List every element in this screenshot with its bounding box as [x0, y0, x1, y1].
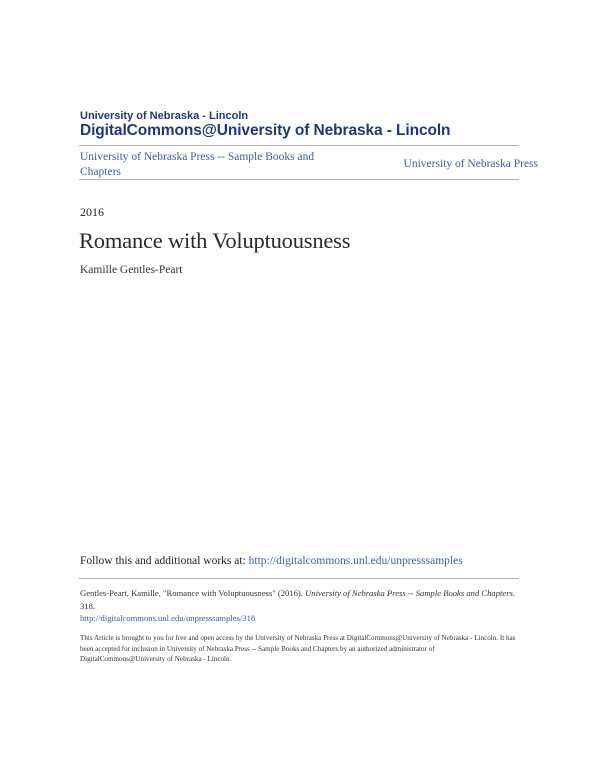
access-notice: This Article is brought to you for free and open access by the University of Nebraska Press at DigitalCommons@University of Nebraska - Lincoln. It has been accepted for inclusion in University of Nebraska Press -- Sample Books and Chapters by an authorized administrator of DigitalCommons@University of Nebraska - Lincoln. — [80, 634, 516, 663]
citation-number: . 318. — [80, 588, 516, 611]
repository-link[interactable]: DigitalCommons@University of Nebraska - Lincoln — [80, 122, 451, 139]
citation-text: Gentles-Peart, Kamille, "Romance with Voluptuousness" (2016). — [80, 588, 306, 598]
series-link[interactable]: University of Nebraska Press -- Sample Books and Chapters — [80, 151, 315, 178]
author-name: Kamille Gentles-Peart — [80, 264, 183, 276]
publication-year: 2016 — [80, 205, 104, 219]
press-link[interactable]: University of Nebraska Press — [403, 158, 538, 170]
institution-link[interactable]: University of Nebraska - Lincoln — [80, 110, 249, 122]
follow-line — [80, 555, 463, 567]
citation-url-link[interactable]: http://digitalcommons.unl.edu/unpresssamples/318 — [80, 613, 256, 623]
divider-mid — [79, 179, 519, 180]
document-title: Romance with Voluptuousness — [79, 228, 351, 253]
citation-block — [80, 587, 520, 625]
divider-bottom — [79, 578, 519, 579]
follow-prefix: Follow this and additional works at: — [80, 555, 249, 567]
citation-series: University of Nebraska Press -- Sample Books and Chapters — [305, 588, 513, 598]
follow-url-link[interactable]: http://digitalcommons.unl.edu/unpresssamples — [248, 555, 463, 567]
divider-top — [79, 145, 519, 146]
